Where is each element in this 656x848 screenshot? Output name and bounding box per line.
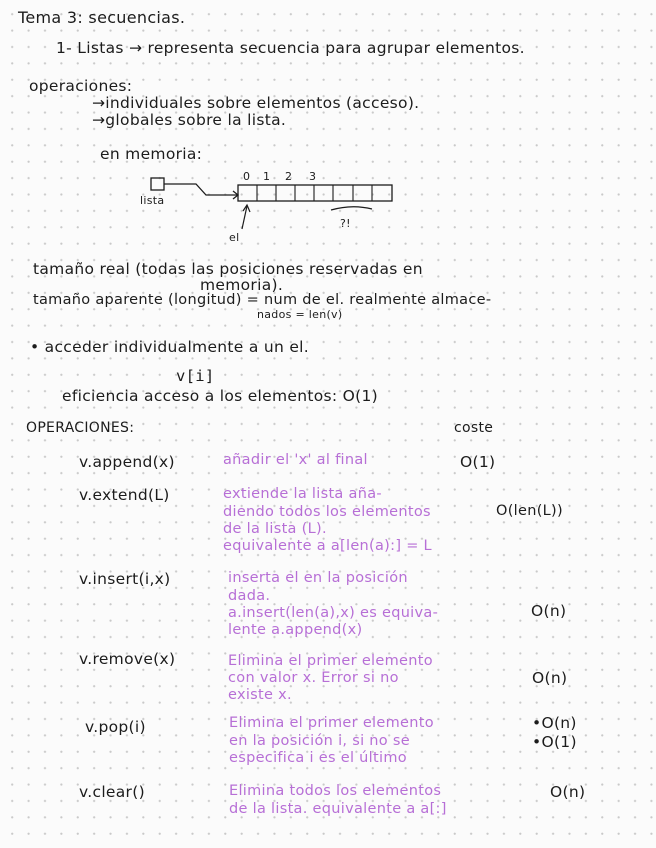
method-description: de la lista (L). (223, 521, 327, 537)
method-description: con valor x. Error si no (228, 670, 399, 686)
method-description: dada. (228, 588, 271, 604)
operations-item: →globales sobre la lista. (92, 111, 287, 129)
memory-array (238, 185, 392, 201)
method-description: diendo todos los elementos (223, 504, 431, 520)
method-cost: O(n) (550, 783, 586, 801)
method-name: v.append(x) (79, 453, 175, 471)
pointer-arrow-line (164, 184, 238, 195)
list-pointer-box (151, 178, 164, 190)
method-cost: •O(1) (532, 733, 577, 751)
index-2: 2 (285, 170, 293, 183)
method-description: Elimina el primer elemento (229, 715, 434, 731)
method-cost: O(n) (531, 602, 567, 620)
method-cost: •O(n) (532, 714, 577, 732)
operations-table-heading: OPERACIONES: (26, 420, 135, 436)
access-bullet: • acceder individualmente a un el. (30, 338, 310, 356)
method-cost: O(len(L)) (496, 503, 563, 519)
method-description: lente a.append(x) (228, 622, 363, 638)
list-label: lista (140, 194, 165, 207)
index-3: 3 (309, 170, 317, 183)
real-size-line: tamaño real (todas las posiciones reservadas en (33, 260, 423, 278)
method-name: v.insert(i,x) (79, 570, 171, 588)
method-description: Elimina el primer elemento (228, 653, 433, 669)
method-name: v.pop(i) (85, 718, 146, 736)
el-label: el (229, 231, 240, 244)
method-description: de la lista. equivalente a a[:] (229, 801, 447, 817)
method-description: especifica i es el último (229, 750, 407, 766)
method-cost: O(n) (532, 669, 568, 687)
page-title: Tema 3: secuencias. (18, 8, 186, 27)
method-description: a.insert(len(a),x) es equiva- (228, 605, 439, 621)
method-name: v.remove(x) (79, 650, 176, 668)
operations-heading: operaciones: (29, 77, 133, 95)
operations-item: →individuales sobre elementos (acceso). (92, 94, 420, 112)
real-size-line: memoria). (200, 276, 284, 294)
method-description: en la posición i, si no se (229, 733, 410, 749)
memory-label: en memoria: (100, 145, 203, 163)
method-cost: O(1) (460, 453, 496, 471)
method-description: extiende la lista aña- (223, 486, 382, 502)
index-1: 1 (263, 170, 271, 183)
method-description: Elimina todos los elementos (229, 783, 442, 799)
index-0: 0 (243, 170, 251, 183)
method-description: inserta el en la posición (228, 570, 408, 586)
unknown-brace (331, 207, 372, 210)
method-description: existe x. (228, 687, 292, 703)
apparent-size-line: tamaño aparente (longitud) = num de el. realmente almace- (33, 292, 492, 308)
apparent-size-line: nados = len(v) (257, 308, 343, 321)
access-efficiency: eficiencia acceso a los elementos: O(1) (62, 387, 379, 405)
section-listas: 1- Listas → representa secuencia para agrupar elementos. (56, 39, 525, 57)
unknown-label: ?! (340, 217, 351, 230)
method-description: añadir el 'x' al final (223, 452, 368, 468)
method-name: v.clear() (79, 783, 145, 801)
access-syntax: v[i] (176, 367, 215, 385)
method-name: v.extend(L) (79, 486, 170, 504)
method-description: equivalente a a[len(a):] = L (223, 538, 432, 554)
cost-heading: coste (454, 420, 494, 436)
